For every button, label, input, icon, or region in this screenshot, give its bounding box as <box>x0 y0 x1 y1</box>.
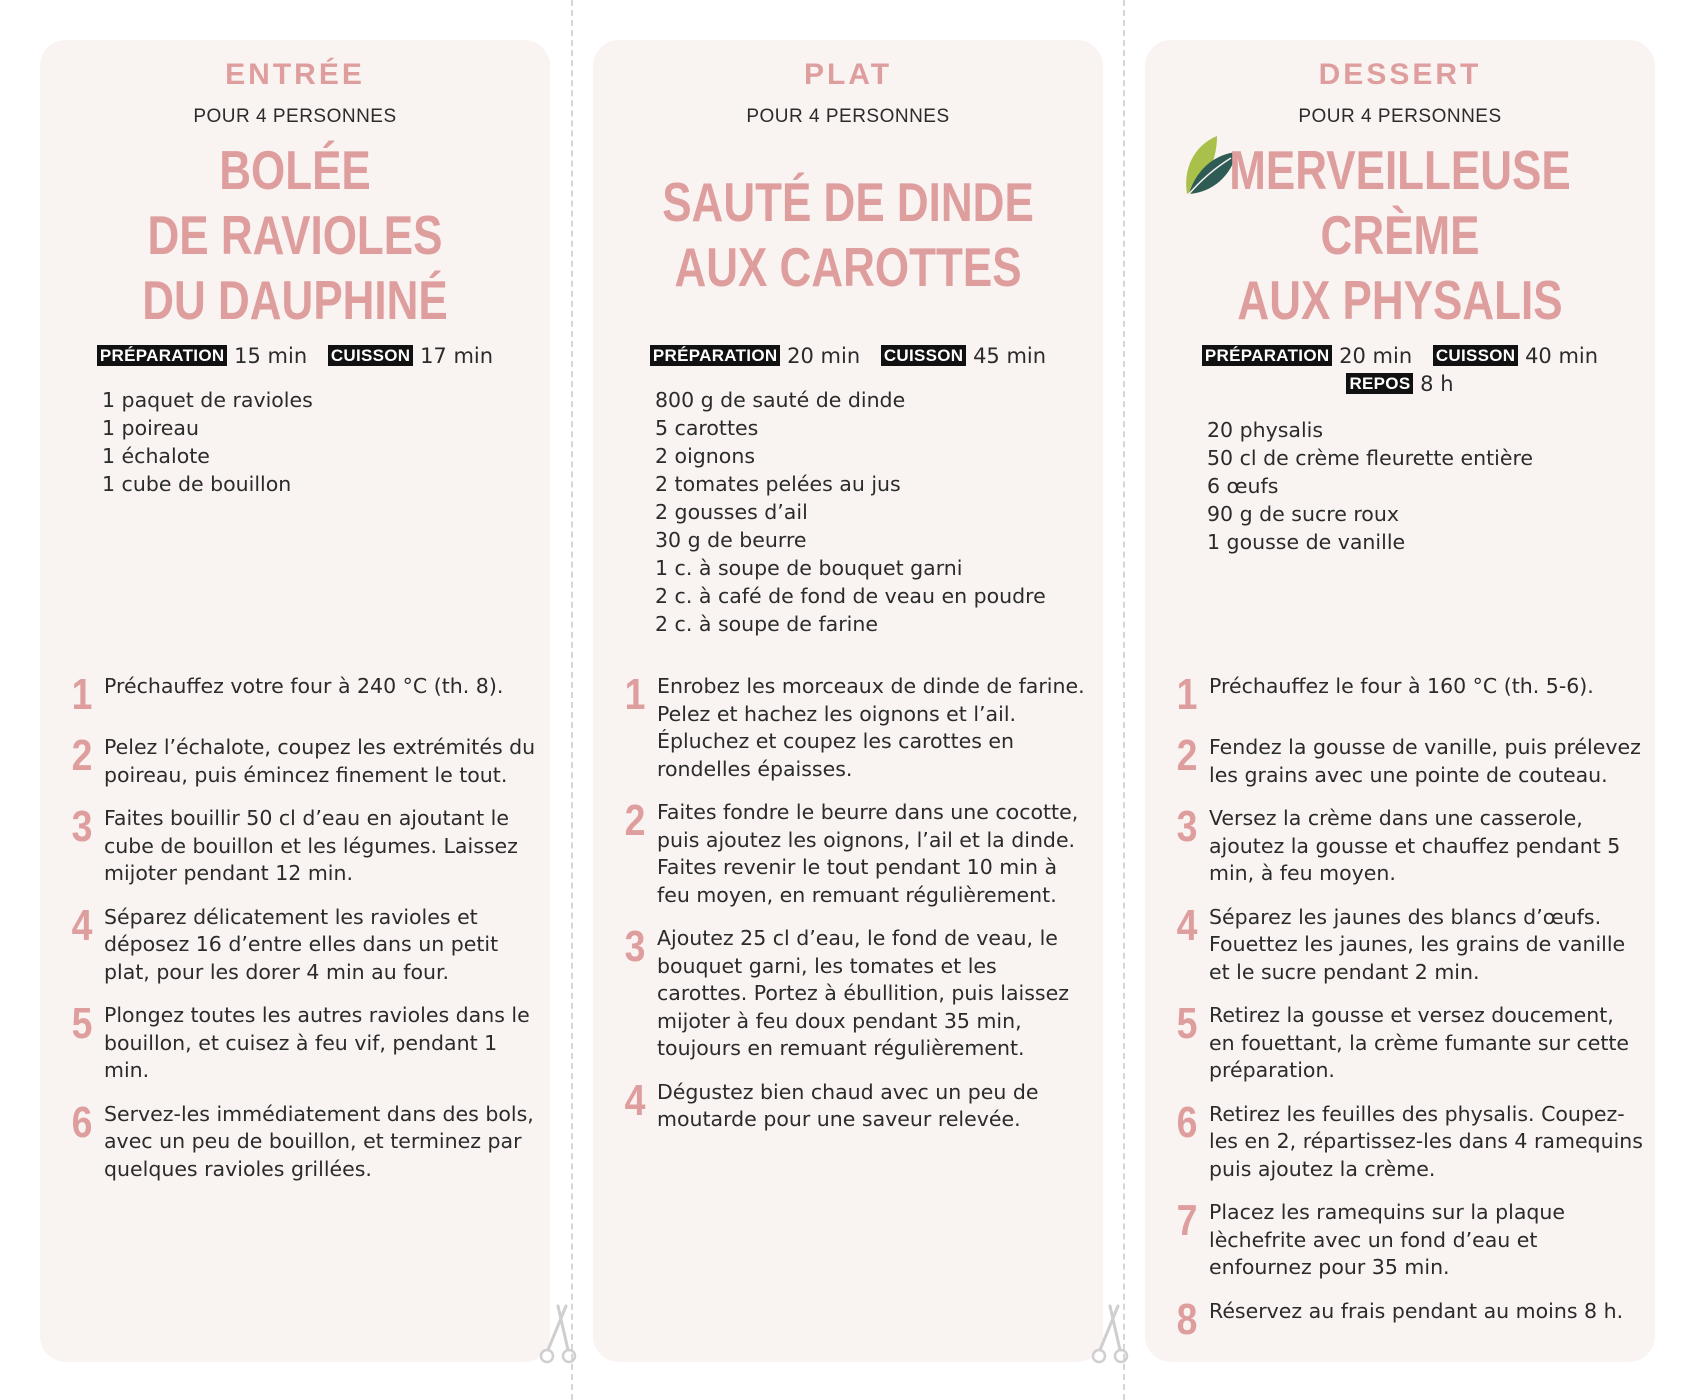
recipe-card-entree <box>40 40 550 1362</box>
servings-label: POUR 4 PERSONNES <box>193 106 397 127</box>
time-info <box>1145 342 1655 398</box>
title-line: SAUTÉ DE DINDE <box>662 171 1034 233</box>
recipe-title <box>1196 138 1604 333</box>
step-number: 7 <box>1176 1196 1198 1245</box>
category-label: PLAT <box>803 58 893 91</box>
step-text: Servez-les immédiatement dans des bols, avec un peu de bouillon, et terminez par quelques ravioles grillées. <box>104 1101 534 1181</box>
scissors-icon <box>1090 1300 1130 1364</box>
cook-badge: CUISSON <box>881 345 967 366</box>
step-text: Versez la crème dans une casserole, ajoutez la gousse et chauffez pendant 5 min, à feu moyen. <box>1209 806 1621 885</box>
ingredient-item: 2 tomates pelées au jus <box>655 472 901 496</box>
step <box>1167 672 1643 718</box>
step-number: 5 <box>71 999 93 1048</box>
ingredient-item: 30 g de beurre <box>655 528 807 552</box>
step <box>615 672 1091 783</box>
prep-badge: PRÉPARATION <box>97 345 228 366</box>
step-text: Retirez les feuilles des physalis. Coupez-les en 2, répartissez-les dans 4 ramequins puis ajoutez la crème. <box>1209 1101 1643 1181</box>
ingredient-item: 1 gousse de vanille <box>1207 530 1406 554</box>
prep-time: 20 min <box>787 344 861 368</box>
ingredient-item: 2 c. à café de fond de veau en poudre <box>655 584 1046 608</box>
step <box>62 1097 538 1184</box>
prep-badge: PRÉPARATION <box>1202 345 1333 366</box>
scissors-icon <box>538 1300 578 1364</box>
title-line: CRÈME <box>1320 204 1480 266</box>
step <box>1167 733 1643 789</box>
step <box>1167 804 1643 888</box>
step-text: Faites bouillir 50 cl d’eau en ajoutant le cube de bouillon et les légumes. Laissez mijoter pendant 12 min. <box>104 806 518 885</box>
ingredient-item: 2 gousses d’ail <box>655 500 808 524</box>
ingredient-list <box>655 386 1083 638</box>
cook-badge: CUISSON <box>1433 345 1519 366</box>
step-number: 2 <box>624 796 646 845</box>
ingredient-item: 1 échalote <box>102 444 210 468</box>
rest-badge: REPOS <box>1346 373 1413 394</box>
cook-time: 45 min <box>973 344 1047 368</box>
step <box>615 1075 1091 1134</box>
title-line: BOLÉE <box>219 139 371 201</box>
servings-label: POUR 4 PERSONNES <box>1298 106 1502 127</box>
ingredient-item: 1 c. à soupe de bouquet garni <box>655 556 963 580</box>
servings-label: POUR 4 PERSONNES <box>746 106 950 127</box>
step-list <box>62 672 538 1198</box>
title-line: AUX CAROTTES <box>674 236 1022 298</box>
ingredient-item: 1 cube de bouillon <box>102 472 292 496</box>
title-line: DU DAUPHINÉ <box>142 269 448 331</box>
title-line: MERVEILLEUSE <box>1229 139 1571 201</box>
title-line: AUX PHYSALIS <box>1237 269 1563 331</box>
step <box>62 804 538 888</box>
step <box>62 733 538 789</box>
cook-time: 17 min <box>420 344 494 368</box>
cook-time: 40 min <box>1525 344 1599 368</box>
category-label: DESSERT <box>1318 58 1482 91</box>
step-text: Séparez les jaunes des blancs d’œufs. Fouettez les jaunes, les grains de vanille et le sucre pendant 2 min. <box>1209 904 1626 984</box>
ingredient-item: 50 cl de crème fleurette entière <box>1207 446 1534 470</box>
rest-time: 8 h <box>1420 372 1454 396</box>
step-text: Préchauffez le four à 160 °C (th. 5-6). <box>1209 674 1594 698</box>
step <box>62 1001 538 1085</box>
step-text: Faites fondre le beurre dans une cocotte, puis ajoutez les oignons, l’ail et la dinde. Faites revenir le tout pendant 10 min à feu moyen, en remuant régulièrement. <box>657 800 1079 907</box>
ingredient-list <box>102 386 530 498</box>
step <box>1167 1001 1643 1085</box>
ingredient-item: 2 c. à soupe de farine <box>655 612 878 636</box>
ingredient-item: 6 œufs <box>1207 474 1279 498</box>
title-line: DE RAVIOLES <box>147 204 443 266</box>
step-text: Dégustez bien chaud avec un peu de moutarde pour une saveur relevée. <box>657 1079 1039 1131</box>
step <box>62 672 538 718</box>
step <box>1167 1294 1643 1344</box>
step-text: Préchauffez votre four à 240 °C (th. 8). <box>104 674 504 698</box>
ingredient-item: 5 carottes <box>655 416 759 440</box>
step <box>615 924 1091 1063</box>
step-number: 4 <box>1176 900 1198 950</box>
cut-line-1 <box>571 0 573 1400</box>
step-number: 3 <box>624 922 646 971</box>
recipe-card-dessert <box>1145 40 1655 1362</box>
step-number: 3 <box>71 802 93 851</box>
step-text: Pelez l’échalote, coupez les extrémités du poireau, puis émincez finement le tout. <box>104 735 536 787</box>
step-text: Séparez délicatement les ravioles et déposez 16 d’entre elles dans un petit plat, pour les dorer 4 min au four. <box>104 904 499 984</box>
step-text: Placez les ramequins sur la plaque lèchefrite avec un fond d’eau et enfournez pour 35 min. <box>1209 1200 1566 1279</box>
step <box>615 798 1091 909</box>
step-text: Réservez au frais pendant au moins 8 h. <box>1209 1298 1624 1323</box>
cut-line-2 <box>1123 0 1125 1400</box>
time-info <box>40 342 550 370</box>
ingredient-list <box>1207 416 1635 556</box>
recipe-title <box>644 170 1052 300</box>
step-number: 4 <box>71 900 93 950</box>
step <box>1167 900 1643 987</box>
step <box>1167 1198 1643 1282</box>
step-number: 1 <box>624 670 646 719</box>
step-list <box>615 672 1091 1149</box>
step-text: Ajoutez 25 cl d’eau, le fond de veau, le bouquet garni, les tomates et les carottes. Portez à ébullition, puis laissez mijoter à feu doux pendant 35 min, toujours en remuant régulièrement. <box>657 926 1069 1060</box>
ingredient-item: 800 g de sauté de dinde <box>655 388 906 412</box>
ingredient-item: 1 poireau <box>102 416 199 440</box>
prep-time: 20 min <box>1339 344 1413 368</box>
step-number: 1 <box>1176 670 1198 719</box>
step-text: Enrobez les morceaux de dinde de farine. Pelez et hachez les oignons et l’ail. Épluchez et coupez les carottes en rondelles épaisses. <box>657 674 1085 781</box>
ingredient-item: 90 g de sucre roux <box>1207 502 1399 526</box>
prep-badge: PRÉPARATION <box>650 345 781 366</box>
step <box>1167 1097 1643 1184</box>
step-text: Retirez la gousse et versez doucement, en fouettant, la crème fumante sur cette préparation. <box>1209 1003 1630 1082</box>
step-number: 6 <box>1176 1097 1198 1147</box>
time-info <box>593 342 1103 370</box>
step-number: 2 <box>1176 731 1198 780</box>
step-number: 1 <box>71 670 93 719</box>
cook-badge: CUISSON <box>328 345 414 366</box>
step-number: 5 <box>1176 999 1198 1048</box>
step-number: 3 <box>1176 802 1198 851</box>
step-number: 8 <box>1176 1294 1198 1344</box>
step-number: 6 <box>71 1097 93 1147</box>
step-text: Fendez la gousse de vanille, puis prélevez les grains avec une pointe de couteau. <box>1209 735 1641 787</box>
step <box>62 900 538 987</box>
ingredient-item: 1 paquet de ravioles <box>102 388 313 412</box>
step-list <box>1167 672 1643 1358</box>
ingredient-item: 2 oignons <box>655 444 756 468</box>
recipe-card-plat <box>593 40 1103 1362</box>
step-number: 2 <box>71 731 93 780</box>
prep-time: 15 min <box>234 344 308 368</box>
step-text: Plongez toutes les autres ravioles dans le bouillon, et cuisez à feu vif, pendant 1 min. <box>104 1003 530 1082</box>
step-number: 4 <box>624 1075 646 1125</box>
ingredient-item: 20 physalis <box>1207 418 1324 442</box>
recipe-title <box>91 138 499 333</box>
category-label: ENTRÉE <box>225 58 365 91</box>
